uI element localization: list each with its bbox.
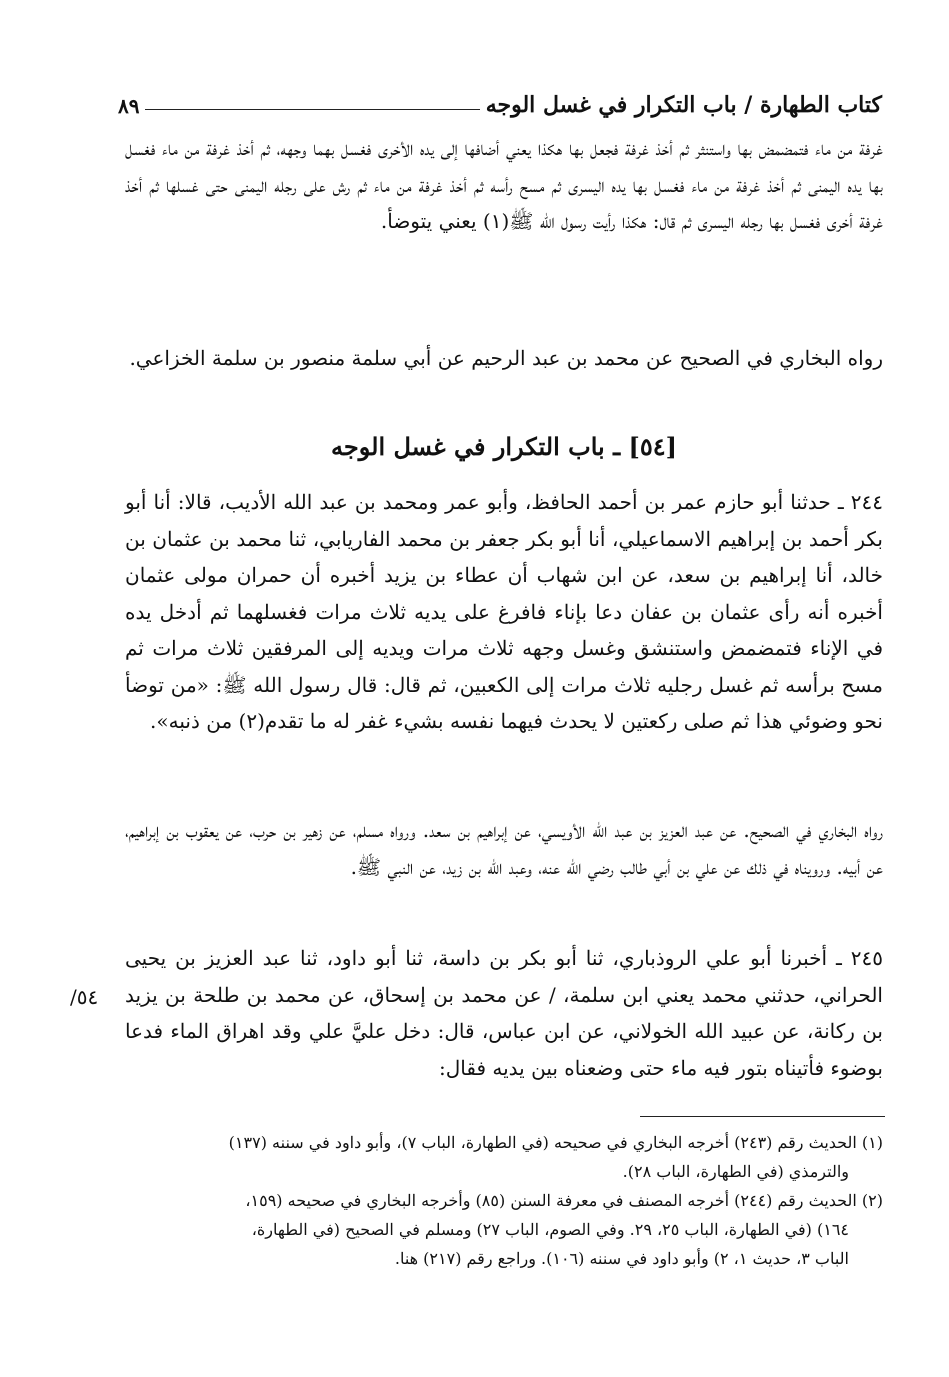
footnote-1-line-1: (١) الحديث رقم (٢٤٣) أخرجه البخاري في صحيحه (في الطهارة، الباب ٧)، وأبو داود في سننه (١٣٧) <box>228 1133 883 1152</box>
paragraph-1: غرفة من ماء فتمضمض بها واستنثر ثم أخذ غرفة فجعل بها هكذا يعني أضافها إلى يده الأخرى فغسل بهما وجهه، ثم أخذ غرفة من ماء فغسل بها يده اليمنى ثم أخذ غرفة من ماء فغسل بها يده اليسرى ثم مسح رأسه ثم أخذ غرفة من ماء ثم رش على رجله اليمنى حتى غسلها ثم أخذ غرفة أخرى فغسل بها رجله اليسرى ثم قال: هكذا رأيت رسول الله ﷺ(١) يعني يتوضأ. <box>125 136 883 233</box>
footnote-2-line-1: (٢) الحديث رقم (٢٤٤) أخرجه المصنف في معرفة السنن (٨٥) وأخرجه البخاري في صحيحه (١٥٩، <box>245 1191 883 1210</box>
header-title: كتاب الطهارة / باب التكرار في غسل الوجه <box>485 92 882 118</box>
section-heading: [٥٤] ـ باب التكرار في غسل الوجه <box>331 432 677 461</box>
paragraph-2: رواه البخاري في الصحيح عن محمد بن عبد الرحيم عن أبي سلمة منصور بن سلمة الخزاعي. <box>129 346 883 370</box>
hadith-244: ٢٤٤ ـ حدثنا أبو حازم عمر بن أحمد الحافظ، وأبو عمر ومحمد بن عبد الله الأديب، قالا: أنا أبو بكر أحمد بن إبراهيم الاسماعيلي، أنا أبو بكر جعفر بن محمد الفاريابي، ثنا محمد بن عثمان بن خالد، أنا إبراهيم بن سعد، عن ابن شهاب أن عطاء بن يزيد أخبره أن حمران مولى عثمان أخبره أنه رأى عثمان بن عفان دعا بإناء فافرغ على يديه ثلاث مرات فغسلهما ثم أدخل يده في الإناء فتمضمض واستنشق وغسل وجهه ثلاث مرات ويديه إلى المرفقين ثلاث مرات ثم مسح برأسه ثم غسل رجليه ثلاث مرات إلى الكعبين، ثم قال: قال رسول الله ﷺ: «من توضأ نحو وضوئي هذا ثم صلى ركعتين لا يحدث فيهما نفسه بشيء غفر له ما تقدم(٢) من ذنبه». <box>125 490 883 733</box>
footnote-2-line-3: الباب ٣، حديث ١، ٢) وأبو داود في سننه (١٠٦). وراجع رقم (٢١٧) هنا. <box>394 1249 849 1268</box>
footnotes <box>125 1128 883 1273</box>
footnote-1-line-2: والترمذي (في الطهارة، الباب ٢٨). <box>622 1162 849 1181</box>
paragraph-narration: رواه البخاري في الصحيح. عن عبد العزيز بن عبد الله الأويسي، عن إبراهيم بن سعد. ورواه مسلم، عن زهير بن حرب، عن يعقوب بن إبراهيم، عن أبيه. ورويناه في ذلك عن علي بن أبي طالب رضي الله عنه، وعبد الله بن زيد، عن النبي ﷺ. <box>125 818 883 879</box>
header-rule <box>145 109 479 110</box>
footnote-2-line-2: ١٦٤) (في الطهارة، الباب ٢٥، ٢٩. وفي الصوم، الباب ٢٧) ومسلم في الصحيح (في الطهارة، <box>251 1220 849 1239</box>
page-number: ٨٩ <box>118 94 140 118</box>
running-header <box>118 78 882 118</box>
footnote-separator <box>640 1116 885 1117</box>
margin-page-marker: ٥٤/ <box>70 985 99 1009</box>
hadith-245: ٢٤٥ ـ أخبرنا أبو علي الروذباري، ثنا أبو بكر بن داسة، ثنا أبو داود، ثنا عبد العزيز بن يحيى الحراني، حدثني محمد يعني ابن سلمة، / عن محمد بن إسحاق، عن محمد بن طلحة بن يزيد بن ركانة، عن عبيد الله الخولاني، عن ابن عباس، قال: دخل عليَّ علي وقد اهراق الماء فدعا بوضوء فأتيناه بتور فيه ماء حتى وضعناه بين يديه فقال: <box>125 946 883 1080</box>
